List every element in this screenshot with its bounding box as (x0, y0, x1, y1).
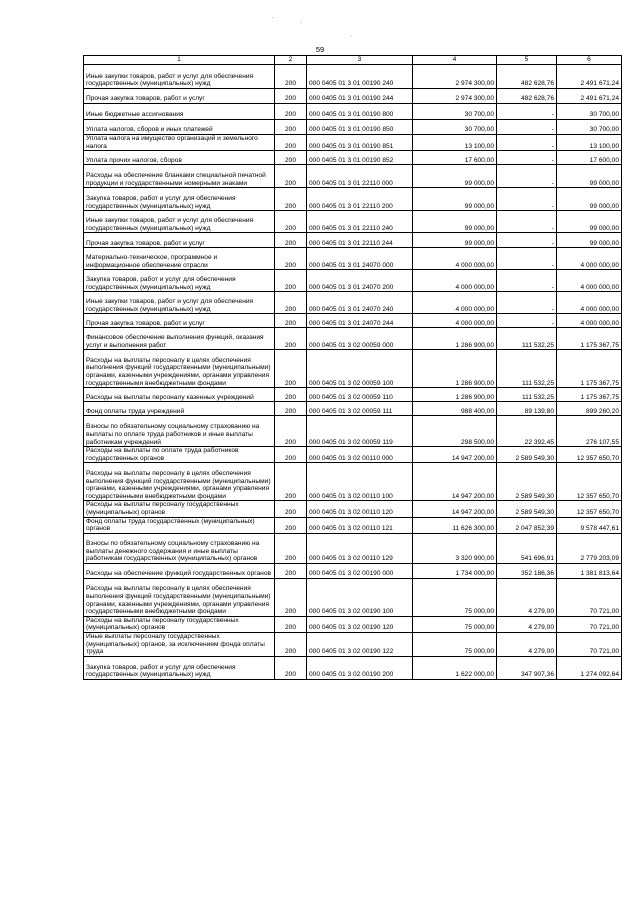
table-row (84, 211, 622, 233)
table-row (84, 135, 622, 151)
row-remaining-amount: 70 721,00 (557, 632, 622, 656)
row-remaining-amount: 70 721,00 (557, 616, 622, 632)
row-description: Иные закупки товаров, работ и услуг для обеспечения государственных (муниципальных) нужд (84, 211, 275, 233)
row-executed-amount: 111 532,25 (497, 328, 557, 350)
row-remaining-amount: 1 381 813,64 (557, 563, 622, 578)
row-description: Расходы на выплаты персоналу в целях обеспечения выполнения функций государственными (муниципальными) органами, казенными учреждениями, органами управления государственными внебюджетными фондами (84, 463, 275, 501)
row-classification-code: 000 0405 01 3 02 00110 120 (307, 501, 413, 517)
row-executed-amount: 347 907,36 (497, 656, 557, 679)
row-line-code: 200 (275, 270, 307, 292)
row-description: Иные бюджетные ассигнования (84, 104, 275, 120)
table-row (84, 463, 622, 501)
row-classification-code: 000 0405 01 3 01 24070 244 (307, 314, 413, 328)
row-line-code: 200 (275, 188, 307, 211)
column-header: 2 (275, 56, 307, 65)
row-remaining-amount: 13 100,00 (557, 135, 622, 151)
row-executed-amount: - (497, 314, 557, 328)
row-executed-amount: - (497, 151, 557, 165)
row-classification-code: 000 0405 01 3 02 00110 121 (307, 517, 413, 533)
row-approved-amount: 99 000,00 (413, 211, 497, 233)
row-approved-amount: 2 974 300,00 (413, 89, 497, 104)
row-approved-amount: 14 947 200,00 (413, 501, 497, 517)
row-classification-code: 000 0405 01 3 01 22110 000 (307, 165, 413, 188)
row-remaining-amount: 99 000,00 (557, 233, 622, 248)
row-line-code: 200 (275, 402, 307, 416)
row-classification-code: 000 0405 01 3 01 00190 852 (307, 151, 413, 165)
row-remaining-amount: 2 779 203,09 (557, 533, 622, 563)
row-classification-code: 000 0405 01 3 02 00190 120 (307, 616, 413, 632)
table-row (84, 578, 622, 616)
table-row (84, 416, 622, 447)
row-classification-code: 000 0405 01 3 02 00059 110 (307, 388, 413, 402)
row-executed-amount: - (497, 104, 557, 120)
row-description: Расходы на выплаты персоналу казенных учреждений (84, 388, 275, 402)
row-line-code: 200 (275, 388, 307, 402)
row-description: Уплата налогов, сборов и иных платежей (84, 120, 275, 135)
row-approved-amount: 1 286 900,00 (413, 328, 497, 350)
table-row (84, 314, 622, 328)
row-approved-amount: 298 500,00 (413, 416, 497, 447)
table-row (84, 402, 622, 416)
row-line-code: 200 (275, 616, 307, 632)
table-row (84, 65, 622, 89)
row-description: Прочая закупка товаров, работ и услуг (84, 314, 275, 328)
row-description: Иные закупки товаров, работ и услуг для обеспечения государственных (муниципальных) нужд (84, 65, 275, 89)
row-description: Расходы на выплаты персоналу государственных (муниципальных) органов (84, 616, 275, 632)
row-line-code: 200 (275, 151, 307, 165)
row-remaining-amount: 30 700,00 (557, 120, 622, 135)
row-remaining-amount: 4 000 000,00 (557, 270, 622, 292)
row-line-code: 200 (275, 292, 307, 314)
scan-speck: . (350, 33, 352, 39)
row-line-code: 200 (275, 517, 307, 533)
row-executed-amount: 482 628,76 (497, 65, 557, 89)
row-line-code: 200 (275, 463, 307, 501)
column-header: 3 (307, 56, 413, 65)
row-executed-amount: - (497, 211, 557, 233)
row-approved-amount: 4 000 000,00 (413, 248, 497, 270)
row-executed-amount: 111 532,25 (497, 388, 557, 402)
row-executed-amount: 2 047 852,39 (497, 517, 557, 533)
scan-speck: . (300, 19, 302, 25)
row-approved-amount: 2 974 300,00 (413, 65, 497, 89)
row-classification-code: 000 0405 01 3 01 24070 200 (307, 270, 413, 292)
table-row (84, 616, 622, 632)
row-line-code: 200 (275, 314, 307, 328)
row-approved-amount: 1 622 000,00 (413, 656, 497, 679)
row-line-code: 200 (275, 233, 307, 248)
row-line-code: 200 (275, 533, 307, 563)
table-header-row (84, 56, 622, 65)
row-approved-amount: 17 600,00 (413, 151, 497, 165)
row-classification-code: 000 0405 01 3 02 00110 100 (307, 463, 413, 501)
row-executed-amount: - (497, 135, 557, 151)
row-executed-amount: 89 139,80 (497, 402, 557, 416)
row-executed-amount: 111 532,25 (497, 350, 557, 388)
table-row (84, 233, 622, 248)
row-description: Расходы на обеспечение бланками специальной печатной продукции и государственными номерными знаками (84, 165, 275, 188)
row-executed-amount: - (497, 120, 557, 135)
row-approved-amount: 99 000,00 (413, 188, 497, 211)
table-row (84, 328, 622, 350)
table-row (84, 165, 622, 188)
row-line-code: 200 (275, 165, 307, 188)
table-row (84, 292, 622, 314)
row-description: Материально-техническое, программное и информационное обеспечение отрасли (84, 248, 275, 270)
row-classification-code: 000 0405 01 3 02 00059 100 (307, 350, 413, 388)
row-executed-amount: 4 279,00 (497, 616, 557, 632)
row-classification-code: 000 0405 01 3 02 00110 000 (307, 447, 413, 463)
row-remaining-amount: 1 274 092,64 (557, 656, 622, 679)
row-description: Уплата налога на имущество организаций и земельного налога (84, 135, 275, 151)
row-description: Расходы на выплаты персоналу государственных (муниципальных) органов (84, 501, 275, 517)
row-remaining-amount: 4 000 000,00 (557, 314, 622, 328)
row-remaining-amount: 17 600,00 (557, 151, 622, 165)
table-row (84, 188, 622, 211)
row-classification-code: 000 0405 01 3 01 22110 244 (307, 233, 413, 248)
row-approved-amount: 3 320 900,00 (413, 533, 497, 563)
row-approved-amount: 11 626 300,00 (413, 517, 497, 533)
row-line-code: 200 (275, 104, 307, 120)
row-classification-code: 000 0405 01 3 02 00190 100 (307, 578, 413, 616)
row-remaining-amount: 276 107,55 (557, 416, 622, 447)
row-classification-code: 000 0405 01 3 02 00190 000 (307, 563, 413, 578)
row-line-code: 200 (275, 65, 307, 89)
row-approved-amount: 75 000,00 (413, 632, 497, 656)
row-classification-code: 000 0405 01 3 01 00190 800 (307, 104, 413, 120)
row-line-code: 200 (275, 248, 307, 270)
row-description: Прочая закупка товаров, работ и услуг (84, 89, 275, 104)
row-executed-amount: 2 589 549,30 (497, 447, 557, 463)
row-description: Расходы на выплаты по оплате труда работников государственных органов (84, 447, 275, 463)
row-line-code: 200 (275, 328, 307, 350)
row-line-code: 200 (275, 120, 307, 135)
table-row (84, 632, 622, 656)
row-description: Фонд оплаты труда государственных (муниципальных) органов (84, 517, 275, 533)
row-approved-amount: 4 000 000,00 (413, 314, 497, 328)
table-row (84, 656, 622, 679)
row-executed-amount: 2 589 549,30 (497, 501, 557, 517)
row-classification-code: 000 0405 01 3 02 00190 200 (307, 656, 413, 679)
row-classification-code: 000 0405 01 3 01 22110 200 (307, 188, 413, 211)
row-line-code: 200 (275, 350, 307, 388)
row-remaining-amount: 2 491 671,24 (557, 89, 622, 104)
row-approved-amount: 988 400,00 (413, 402, 497, 416)
table-row (84, 120, 622, 135)
row-approved-amount: 14 947 200,00 (413, 463, 497, 501)
row-executed-amount: - (497, 188, 557, 211)
table-row (84, 447, 622, 463)
row-remaining-amount: 70 721,00 (557, 578, 622, 616)
row-description: Расходы на выплаты персоналу в целях обеспечения выполнения функций государственными (муниципальными) органами, казенными учреждениями, органами управления государственными внебюджетными фондами (84, 350, 275, 388)
row-approved-amount: 30 700,00 (413, 120, 497, 135)
row-executed-amount: 22 392,45 (497, 416, 557, 447)
row-classification-code: 000 0405 01 3 01 24070 240 (307, 292, 413, 314)
row-executed-amount: 4 279,00 (497, 632, 557, 656)
row-approved-amount: 75 000,00 (413, 578, 497, 616)
row-approved-amount: 4 000 000,00 (413, 270, 497, 292)
table-row (84, 533, 622, 563)
row-description: Иные выплаты персоналу государственных (муниципальных) органов, за исключением фонда оплаты труда (84, 632, 275, 656)
row-remaining-amount: 30 700,00 (557, 104, 622, 120)
row-classification-code: 000 0405 01 3 02 00110 129 (307, 533, 413, 563)
row-approved-amount: 1 286 900,00 (413, 350, 497, 388)
column-header: 1 (84, 56, 275, 65)
row-line-code: 200 (275, 563, 307, 578)
row-classification-code: 000 0405 01 3 01 00190 244 (307, 89, 413, 104)
page-number: 59 (315, 45, 325, 54)
row-remaining-amount: 1 175 367,75 (557, 350, 622, 388)
row-approved-amount: 30 700,00 (413, 104, 497, 120)
row-classification-code: 000 0405 01 3 02 00059 119 (307, 416, 413, 447)
row-line-code: 200 (275, 89, 307, 104)
row-remaining-amount: 1 175 367,75 (557, 328, 622, 350)
row-description: Расходы на выплаты персоналу в целях обеспечения выполнения функций государственными (муниципальными) органами, казенными учреждениями, органами управления государственными внебюджетными фондами (84, 578, 275, 616)
column-header: 6 (557, 56, 622, 65)
row-remaining-amount: 99 000,00 (557, 165, 622, 188)
row-approved-amount: 1 734 000,00 (413, 563, 497, 578)
table-row (84, 248, 622, 270)
row-description: Закупка товаров, работ и услуг для обеспечения государственных (муниципальных) нужд (84, 270, 275, 292)
row-executed-amount: - (497, 233, 557, 248)
row-approved-amount: 13 100,00 (413, 135, 497, 151)
row-line-code: 200 (275, 501, 307, 517)
row-description: Закупка товаров, работ и услуг для обеспечения государственных (муниципальных) нужд (84, 656, 275, 679)
row-description: Уплата прочих налогов, сборов (84, 151, 275, 165)
row-remaining-amount: 899 260,20 (557, 402, 622, 416)
row-classification-code: 000 0405 01 3 01 24070 000 (307, 248, 413, 270)
row-line-code: 200 (275, 632, 307, 656)
row-line-code: 200 (275, 578, 307, 616)
table-row (84, 563, 622, 578)
row-executed-amount: 4 279,00 (497, 578, 557, 616)
row-executed-amount: 2 589 549,30 (497, 463, 557, 501)
row-executed-amount: - (497, 292, 557, 314)
row-remaining-amount: 1 175 367,75 (557, 388, 622, 402)
row-description: Финансовое обеспечение выполнения функций, оказания услуг и выполнения работ (84, 328, 275, 350)
table-row (84, 104, 622, 120)
table-row (84, 151, 622, 165)
table-row (84, 270, 622, 292)
row-executed-amount: - (497, 248, 557, 270)
column-header: 5 (497, 56, 557, 65)
row-remaining-amount: 12 357 650,70 (557, 501, 622, 517)
table-row (84, 501, 622, 517)
row-remaining-amount: 99 000,00 (557, 211, 622, 233)
row-executed-amount: 482 628,76 (497, 89, 557, 104)
row-line-code: 200 (275, 416, 307, 447)
row-description: Расходы на обеспечение функций государственных органов (84, 563, 275, 578)
row-approved-amount: 14 947 200,00 (413, 447, 497, 463)
row-approved-amount: 99 000,00 (413, 233, 497, 248)
row-executed-amount: - (497, 270, 557, 292)
row-description: Взносы по обязательному социальному страхованию на выплаты денежного содержания и иные выплаты работникам государственных (муниципальных) органов (84, 533, 275, 563)
row-line-code: 200 (275, 211, 307, 233)
row-description: Взносы по обязательному социальному страхованию на выплаты по оплате труда работников и иные выплаты работникам учреждений (84, 416, 275, 447)
row-line-code: 200 (275, 447, 307, 463)
row-approved-amount: 1 286 900,00 (413, 388, 497, 402)
row-remaining-amount: 4 000 000,00 (557, 248, 622, 270)
row-classification-code: 000 0405 01 3 01 22110 240 (307, 211, 413, 233)
row-classification-code: 000 0405 01 3 01 00190 240 (307, 65, 413, 89)
row-executed-amount: 541 696,91 (497, 533, 557, 563)
table-row (84, 89, 622, 104)
budget-table (83, 55, 622, 680)
row-classification-code: 000 0405 01 3 02 00059 111 (307, 402, 413, 416)
row-remaining-amount: 9 578 447,61 (557, 517, 622, 533)
row-line-code: 200 (275, 135, 307, 151)
row-line-code: 200 (275, 656, 307, 679)
row-classification-code: 000 0405 01 3 01 00190 850 (307, 120, 413, 135)
row-description: Фонд оплаты труда учреждений (84, 402, 275, 416)
row-remaining-amount: 4 000 000,00 (557, 292, 622, 314)
row-remaining-amount: 12 357 650,70 (557, 447, 622, 463)
row-classification-code: 000 0405 01 3 02 00059 000 (307, 328, 413, 350)
row-description: Иные закупки товаров, работ и услуг для обеспечения государственных (муниципальных) нужд (84, 292, 275, 314)
row-classification-code: 000 0405 01 3 01 00190 851 (307, 135, 413, 151)
column-header: 4 (413, 56, 497, 65)
table-row (84, 517, 622, 533)
row-executed-amount: - (497, 165, 557, 188)
table-row (84, 388, 622, 402)
row-description: Прочая закупка товаров, работ и услуг (84, 233, 275, 248)
scan-speck: . (272, 14, 274, 20)
row-remaining-amount: 2 491 671,24 (557, 65, 622, 89)
table-row (84, 350, 622, 388)
row-remaining-amount: 99 000,00 (557, 188, 622, 211)
row-classification-code: 000 0405 01 3 02 00190 122 (307, 632, 413, 656)
row-executed-amount: 352 186,36 (497, 563, 557, 578)
row-approved-amount: 75 000,00 (413, 616, 497, 632)
row-description: Закупка товаров, работ и услуг для обеспечения государственных (муниципальных) нужд (84, 188, 275, 211)
row-approved-amount: 99 000,00 (413, 165, 497, 188)
row-remaining-amount: 12 357 650,70 (557, 463, 622, 501)
row-approved-amount: 4 000 000,00 (413, 292, 497, 314)
